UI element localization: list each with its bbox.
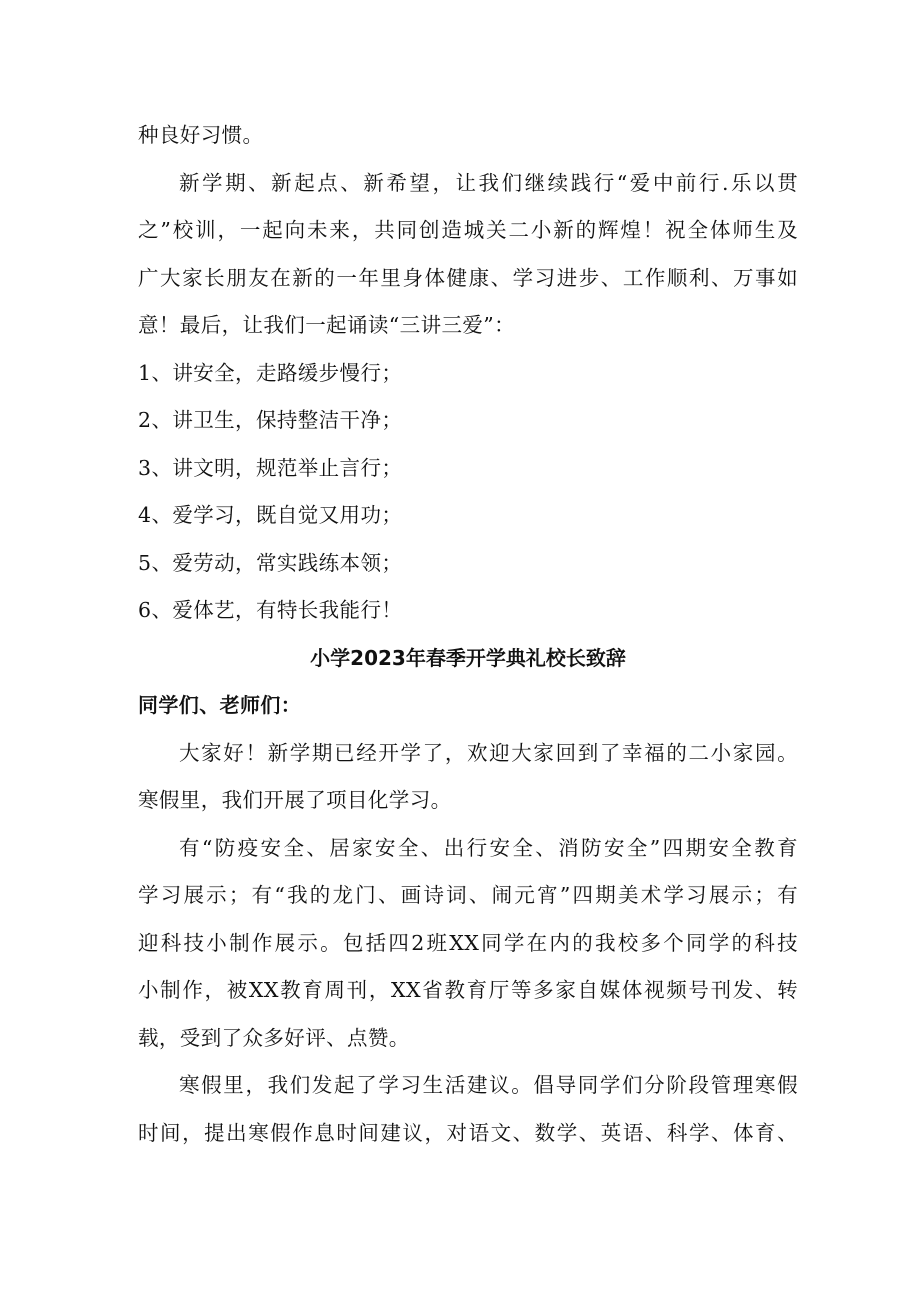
paragraph-1-line-2: 之”校训，一起向未来，共同创造城关二小新的辉煌！祝全体师生及 [138,218,798,242]
paragraph-3-line-4: 小制作，被XX教育周刊，XX省教育厅等多家自媒体视频号刊发、转 [138,978,798,1002]
paragraph-3-line-1: 有“防疫安全、居家安全、出行安全、消防安全”四期安全教育 [179,835,798,860]
paragraph-1-line-1: 新学期、新起点、新希望，让我们继续践行“爱中前行.乐以贯 [179,170,798,195]
paragraph-2-line-1: 大家好！新学期已经开学了，欢迎大家回到了幸福的二小家园。 [179,740,798,765]
paragraph-1-line-4: 意！最后，让我们一起诵读“三讲三爱”： [138,313,516,337]
paragraph-2-line-2: 寒假里，我们开展了项目化学习。 [138,788,452,812]
paragraph-3-line-5: 载，受到了众多好评、点赞。 [138,1025,410,1050]
top-fragment-line: 种良好习惯。 [138,123,264,147]
paragraph-1-line-3: 广大家长朋友在新的一年里身体健康、学习进步、工作顺利、万事如 [138,265,798,290]
list-item: 6、爱体艺，有特长我能行！ [138,598,403,622]
document-page [138,112,798,1157]
page-title: 小学2023年春季开学典礼校长致辞 [310,645,626,670]
paragraph-3-line-3: 迎科技小制作展示。包括四2班XX同学在内的我校多个同学的科技 [138,930,798,955]
list-item: 4、爱学习，既自觉又用功； [138,503,403,527]
paragraph-4-line-2: 时间，提出寒假作息时间建议，对语文、数学、英语、科学、体育、 [138,1120,798,1145]
list-item: 3、讲文明，规范举止言行； [138,455,403,480]
list-item: 1、讲安全，走路缓步慢行； [138,360,403,385]
salutation: 同学们、老师们： [138,693,302,717]
list-item: 5、爱劳动，常实践练本领； [138,550,403,575]
paragraph-3-line-2: 学习展示；有“我的龙门、画诗词、闹元宵”四期美术学习展示；有 [138,883,798,907]
paragraph-4-line-1: 寒假里，我们发起了学习生活建议。倡导同学们分阶段管理寒假 [179,1073,798,1097]
list-item: 2、讲卫生，保持整洁干净； [138,408,403,432]
